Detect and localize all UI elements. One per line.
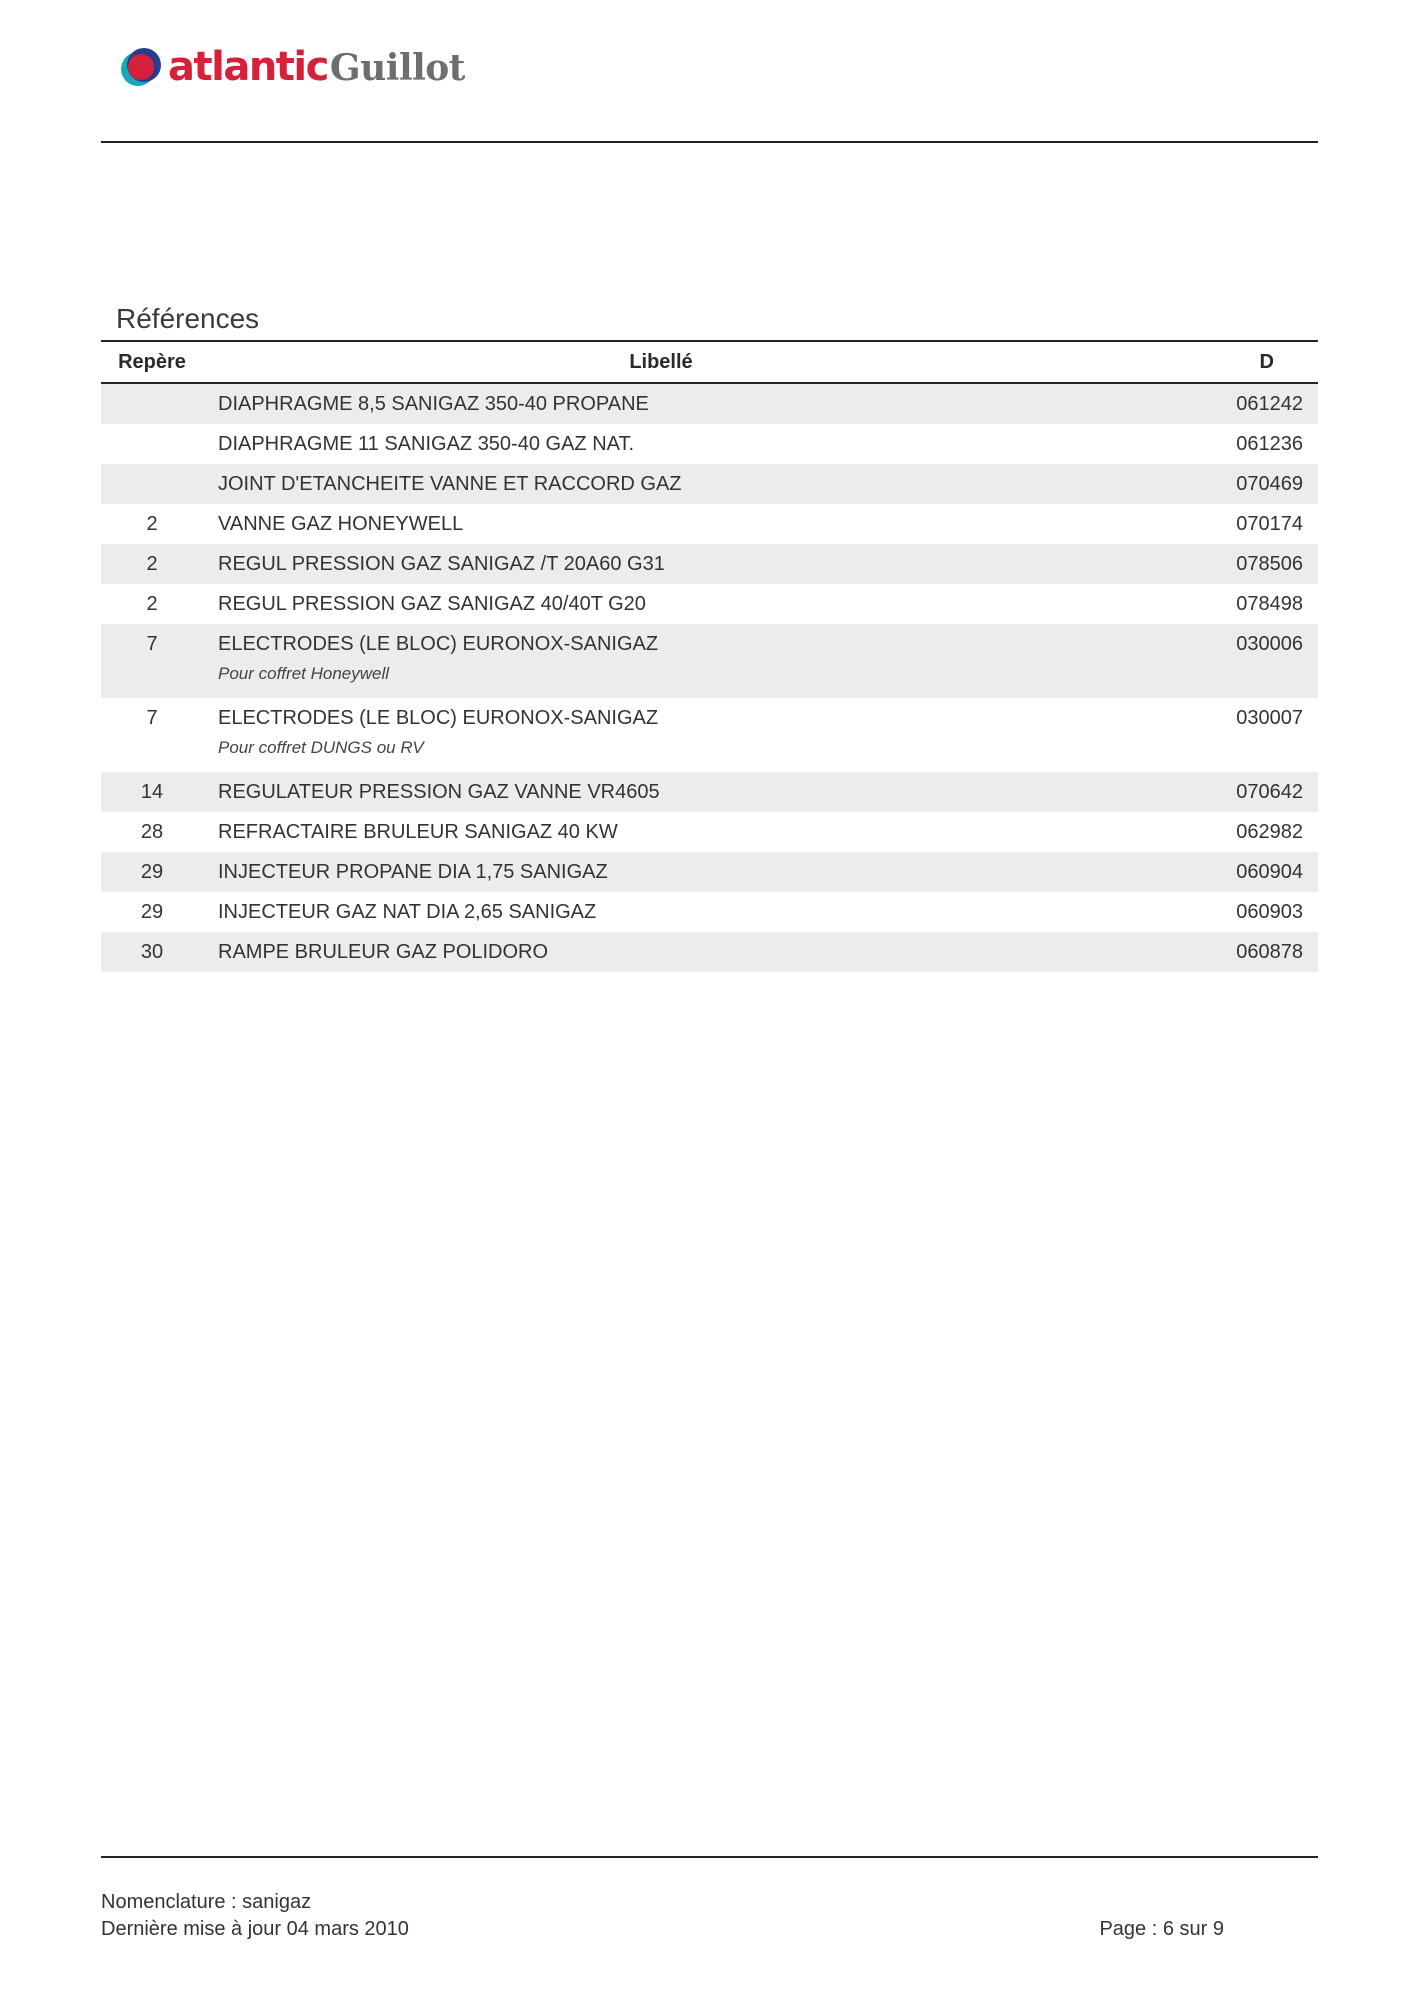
brand-logo [118, 42, 465, 92]
cell-libelle: DIAPHRAGME 11 SANIGAZ 350-40 GAZ NAT. [218, 432, 635, 455]
cell-d: 070642 [1119, 772, 1318, 812]
table-row-note [101, 664, 1318, 698]
cell-note: Pour coffret DUNGS ou RV [218, 738, 424, 757]
cell-d: 060903 [1236, 900, 1303, 923]
cell-repere: 29 [101, 852, 203, 892]
cell-libelle: RAMPE BRULEUR GAZ POLIDORO [203, 932, 1119, 972]
cell-d: 060878 [1119, 932, 1318, 972]
table-row [101, 698, 1318, 738]
table-header-row [101, 341, 1318, 383]
cell-d: 030007 [1236, 706, 1303, 729]
cell-repere: 30 [101, 932, 203, 972]
cell-libelle: VANNE GAZ HONEYWELL [218, 512, 464, 535]
header-divider [101, 141, 1318, 143]
cell-repere: 7 [101, 624, 203, 664]
footer-nomenclature: Nomenclature : sanigaz [101, 1891, 312, 1913]
logo-sub-text: Guillot [329, 47, 465, 89]
table-row [101, 892, 1318, 932]
cell-d: 062982 [1236, 820, 1303, 843]
cell-repere: 7 [146, 706, 158, 729]
cell-repere: 14 [101, 772, 203, 812]
table-row [101, 852, 1318, 892]
column-header-libelle: Libellé [203, 341, 1119, 383]
cell-libelle: JOINT D'ETANCHEITE VANNE ET RACCORD GAZ [203, 464, 1119, 504]
page-number: Page : 6 sur 9 [1099, 1918, 1224, 1940]
cell-d: 070469 [1119, 464, 1318, 504]
table-row [101, 624, 1318, 664]
cell-libelle: REGUL PRESSION GAZ SANIGAZ /T 20A60 G31 [203, 544, 1119, 584]
cell-libelle: REGULATEUR PRESSION GAZ VANNE VR4605 [203, 772, 1119, 812]
cell-repere: 2 [146, 592, 158, 615]
cell-libelle: DIAPHRAGME 8,5 SANIGAZ 350-40 PROPANE [203, 383, 1119, 424]
cell-repere: 28 [140, 820, 164, 843]
table-row [101, 383, 1318, 424]
cell-libelle: ELECTRODES (LE BLOC) EURONOX-SANIGAZ [203, 624, 1119, 664]
cell-d: 078506 [1119, 544, 1318, 584]
cell-empty [1119, 738, 1318, 772]
logo-brand-text: atlantic [168, 44, 328, 90]
table-row [101, 504, 1318, 544]
cell-repere: 2 [146, 512, 158, 535]
cell-d: 061242 [1119, 383, 1318, 424]
section-title: Références [116, 303, 260, 334]
cell-repere: 29 [140, 900, 164, 923]
cell-empty [101, 738, 203, 772]
footer-divider [101, 1856, 1318, 1858]
cell-repere [101, 383, 203, 424]
cell-d: 070174 [1236, 512, 1303, 535]
cell-d: 060904 [1119, 852, 1318, 892]
cell-repere: 2 [101, 544, 203, 584]
table-row-note [101, 738, 1318, 772]
cell-empty [101, 664, 203, 698]
cell-empty [1119, 664, 1318, 698]
cell-d: 030006 [1119, 624, 1318, 664]
table-body [101, 383, 1318, 972]
table-row [101, 464, 1318, 504]
column-header-repere: Repère [101, 341, 203, 383]
footer-updated-date: Dernière mise à jour 04 mars 2010 [101, 1918, 409, 1940]
table-row [101, 772, 1318, 812]
cell-repere [101, 464, 203, 504]
cell-libelle: REFRACTAIRE BRULEUR SANIGAZ 40 KW [218, 820, 618, 843]
table-row [101, 812, 1318, 852]
cell-libelle: INJECTEUR GAZ NAT DIA 2,65 SANIGAZ [218, 900, 597, 923]
cell-note: Pour coffret Honeywell [203, 664, 1119, 698]
references-table [101, 340, 1318, 972]
cell-libelle: INJECTEUR PROPANE DIA 1,75 SANIGAZ [203, 852, 1119, 892]
cell-d: 078498 [1236, 592, 1303, 615]
cell-repere [101, 424, 203, 464]
column-header-d: D [1119, 341, 1318, 383]
table-row [101, 544, 1318, 584]
cell-d: 061236 [1236, 432, 1303, 455]
table-row [101, 424, 1318, 464]
table-row [101, 932, 1318, 972]
atlantic-logo-icon [118, 44, 164, 90]
table-row [101, 584, 1318, 624]
cell-libelle: REGUL PRESSION GAZ SANIGAZ 40/40T G20 [218, 592, 646, 615]
cell-libelle: ELECTRODES (LE BLOC) EURONOX-SANIGAZ [218, 706, 659, 729]
